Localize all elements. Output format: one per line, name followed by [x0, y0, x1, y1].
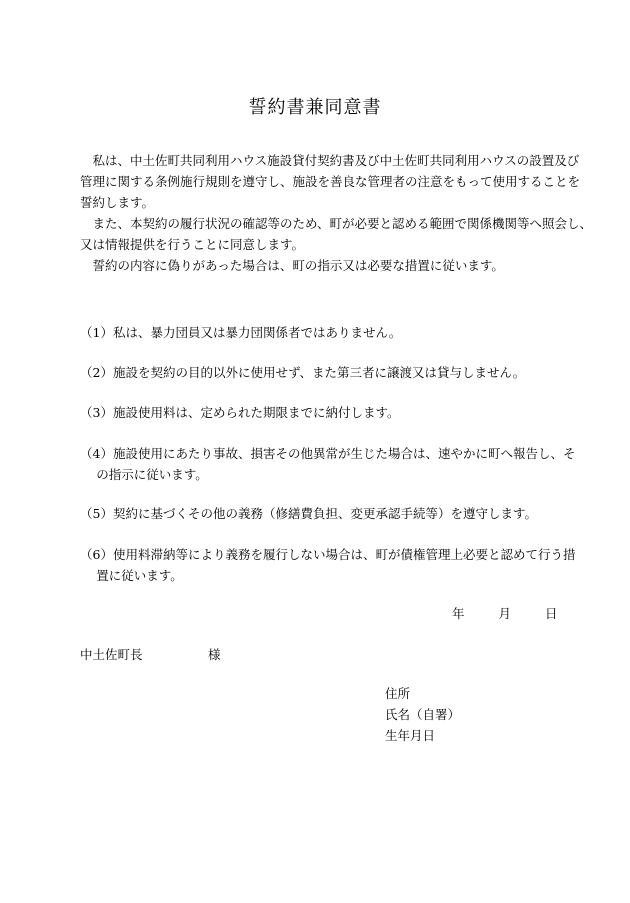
pledge-item-1 [80, 322, 560, 343]
pledge-item-text: （3）施設使用料は、定められた期限までに納付します。 [80, 405, 400, 420]
pledge-item-5 [80, 503, 560, 524]
document-title: 誓約書兼同意書 [248, 97, 382, 118]
signature-birthdate-label: 生年月日 [385, 728, 436, 743]
pledge-item-text: （1）私は、暴力団員又は暴力団関係者ではありません。 [80, 325, 402, 340]
pledge-item-2 [80, 362, 560, 383]
addressee-name: 中土佐町長 [80, 647, 143, 662]
date-line [452, 604, 557, 622]
addressee [80, 645, 221, 663]
intro-p1-line2: 管理に関する条例施行規則を遵守し、施設を善良な管理者の注意をもって使用することを [80, 174, 581, 189]
intro-p1-line3: 誓約します。 [80, 195, 155, 210]
date-year: 年 [452, 606, 465, 621]
pledge-item-text: （4）施設使用にあたり事故、損害その他異常が生じた場合は、速やかに町へ報告し、そ [80, 446, 576, 461]
pledge-item-3 [80, 402, 560, 423]
pledge-item-text: （6）使用料滞納等により義務を履行しない場合は、町が債権管理上必要と認めて行う措 [80, 547, 576, 562]
pledge-item-text: （5）契約に基づくその他の義務（修繕費負担、変更承認手続等）を遵守します。 [80, 506, 537, 521]
pledge-item-text-cont: の指示に従います。 [96, 467, 208, 482]
date-month: 月 [498, 606, 511, 621]
signature-name-label: 氏名（自署） [385, 707, 461, 722]
signature-address-label: 住所 [385, 686, 411, 701]
addressee-honorific: 様 [208, 647, 221, 662]
intro-p1-line1: 私は、中土佐町共同利用ハウス施設貸付契約書及び中土佐町共同利用ハウスの設置及び [92, 153, 580, 168]
pledge-item-text: （2）施設を契約の目的以外に使用せず、また第三者に譲渡又は貸与しません。 [80, 365, 526, 380]
intro-p2-line2: 又は情報提供を行うことに同意します。 [80, 237, 305, 252]
intro-paragraph-1 [80, 150, 593, 276]
date-day: 日 [544, 606, 558, 621]
pledge-item-text-cont: 置に従います。 [96, 568, 183, 583]
pledge-item-4 [80, 443, 576, 485]
intro-p3-line1: 誓約の内容に偽りがあった場合は、町の指示又は必要な措置に従います。 [92, 258, 504, 273]
pledge-item-6 [80, 544, 576, 586]
intro-p2-line1: また、本契約の履行状況の確認等のため、町が必要と認める範囲で関係機関等へ照会し、 [92, 216, 593, 231]
